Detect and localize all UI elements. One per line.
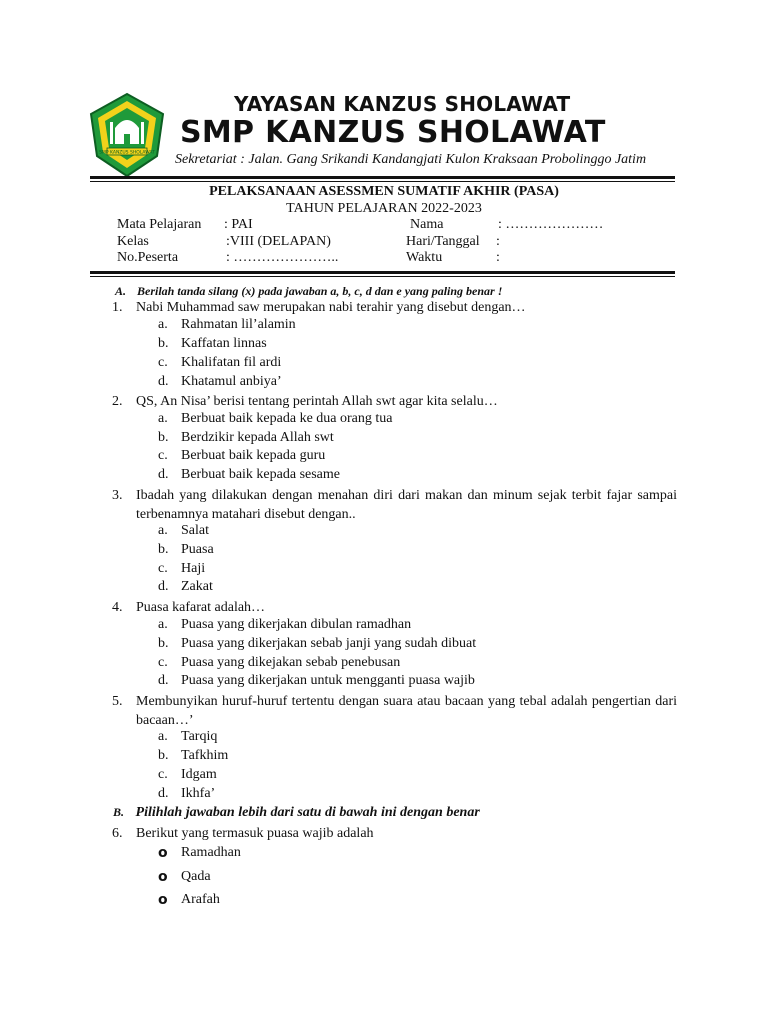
option-letter: a. bbox=[158, 617, 168, 632]
school-address: Sekretariat : Jalan. Gang Srikandi Kandangjati Kulon Kraksaan Probolinggo Jatim bbox=[175, 152, 647, 167]
option-letter: b. bbox=[158, 748, 169, 763]
question-number: 6. bbox=[112, 826, 123, 841]
option-letter: c. bbox=[158, 355, 168, 370]
option-text: Khalifatan fil ardi bbox=[181, 355, 282, 370]
option-letter: d. bbox=[158, 786, 169, 801]
question-1 bbox=[112, 298, 677, 317]
option-letter: b. bbox=[158, 336, 169, 351]
option-text: Arafah bbox=[181, 892, 220, 907]
header-rule-thin bbox=[90, 181, 675, 182]
option-text: Salat bbox=[181, 523, 209, 538]
option-text: Tarqiq bbox=[181, 729, 218, 744]
question-number: 4. bbox=[112, 600, 123, 615]
question-6 bbox=[112, 824, 677, 843]
option-letter: b. bbox=[158, 430, 169, 445]
section-b-letter: B. bbox=[113, 805, 125, 819]
question-4 bbox=[112, 598, 677, 617]
option-text: Tafkhim bbox=[181, 748, 229, 763]
option-text: Berdzikir kepada Allah swt bbox=[181, 430, 334, 445]
info-rule-thick bbox=[90, 271, 675, 274]
option-text: Khatamul anbiya’ bbox=[181, 374, 282, 389]
option-text: Berbuat baik kepada guru bbox=[181, 448, 326, 463]
question-3 bbox=[112, 486, 677, 524]
name-value: : ………………… bbox=[498, 217, 604, 232]
option-letter: b. bbox=[158, 542, 169, 557]
option-letter: a. bbox=[158, 729, 168, 744]
subject-label: Mata Pelajaran bbox=[117, 217, 202, 232]
circle-bullet-icon: o bbox=[158, 869, 168, 885]
option-letter: a. bbox=[158, 411, 168, 426]
option-letter: c. bbox=[158, 561, 168, 576]
question-number: 5. bbox=[112, 694, 123, 709]
section-b-text: Pilihlah jawaban lebih dari satu di bawah ini dengan benar bbox=[135, 805, 480, 820]
section-a-text: Berilah tanda silang (x) pada jawaban a, b, c, d dan e yang paling benar ! bbox=[137, 284, 503, 298]
option-letter: d. bbox=[158, 467, 169, 482]
participant-number-value: : ………………….. bbox=[226, 250, 339, 265]
school-name: SMP KANZUS SHOLAWAT bbox=[180, 115, 606, 150]
question-text: Nabi Muhammad saw merupakan nabi terahir yang disebut dengan… bbox=[136, 300, 526, 315]
question-text: QS, An Nisa’ berisi tentang perintah Allah swt agar kita selalu… bbox=[136, 394, 498, 409]
question-5 bbox=[112, 692, 677, 730]
option-text: Puasa yang dikejakan sebab penebusan bbox=[181, 655, 401, 670]
date-label: Hari/Tanggal bbox=[406, 234, 480, 249]
exam-title: PELAKSANAAN ASESSMEN SUMATIF AKHIR (PASA) bbox=[209, 184, 559, 199]
option-text: Berbuat baik kepada sesame bbox=[181, 467, 340, 482]
question-text: Ibadah yang dilakukan dengan menahan diri dari makan dan minum sejak terbit fajar sampai terbenamnya matahari disebut dengan.. bbox=[136, 488, 677, 522]
option-letter: a. bbox=[158, 523, 168, 538]
question-number: 2. bbox=[112, 394, 123, 409]
name-label: Nama bbox=[410, 217, 444, 232]
option-text: Idgam bbox=[181, 767, 217, 782]
option-text: Rahmatan lil’alamin bbox=[181, 317, 296, 332]
school-logo bbox=[89, 92, 165, 178]
option-text: Ramadhan bbox=[181, 845, 241, 860]
organization-name: YAYASAN KANZUS SHOLAWAT bbox=[234, 92, 571, 116]
option-text: Puasa yang dikerjakan sebab janji yang sudah dibuat bbox=[181, 636, 477, 651]
option-letter: d. bbox=[158, 673, 169, 688]
option-letter: c. bbox=[158, 767, 168, 782]
participant-number-label: No.Peserta bbox=[117, 250, 179, 265]
option-text: Puasa yang dikerjakan untuk mengganti puasa wajib bbox=[181, 673, 475, 688]
option-letter: c. bbox=[158, 448, 168, 463]
time-value: : bbox=[496, 250, 500, 265]
option-letter: d. bbox=[158, 374, 169, 389]
subject-value: : PAI bbox=[224, 217, 253, 232]
question-2 bbox=[112, 392, 677, 411]
option-letter: b. bbox=[158, 636, 169, 651]
option-text: Puasa bbox=[181, 542, 214, 557]
option-text: Qada bbox=[181, 869, 211, 884]
section-b-instruction bbox=[113, 805, 480, 821]
section-a-letter: A. bbox=[115, 284, 127, 298]
question-number: 3. bbox=[112, 488, 123, 503]
section-a-instruction bbox=[115, 284, 502, 299]
option-text: Kaffatan linnas bbox=[181, 336, 267, 351]
time-label: Waktu bbox=[406, 250, 443, 265]
question-text: Puasa kafarat adalah… bbox=[136, 600, 266, 615]
exam-year: TAHUN PELAJARAN 2022-2023 bbox=[286, 201, 482, 216]
option-text: Puasa yang dikerjakan dibulan ramadhan bbox=[181, 617, 412, 632]
question-number: 1. bbox=[112, 300, 123, 315]
info-rule-thin bbox=[90, 276, 675, 277]
option-text: Ikhfa’ bbox=[181, 786, 216, 801]
class-label: Kelas bbox=[117, 234, 149, 249]
question-text: Membunyikan huruf-huruf tertentu dengan suara atau bacaan yang tebal adalah pengertian dari bacaan…’ bbox=[136, 694, 677, 728]
question-text: Berikut yang termasuk puasa wajib adalah bbox=[136, 826, 374, 841]
option-letter: d. bbox=[158, 579, 169, 594]
option-letter: c. bbox=[158, 655, 168, 670]
class-value: :VIII (DELAPAN) bbox=[226, 234, 331, 249]
logo-text: SMP KANZUS SHOLAWAT bbox=[99, 150, 155, 156]
option-letter: a. bbox=[158, 317, 168, 332]
circle-bullet-icon: o bbox=[158, 845, 168, 861]
date-value: : bbox=[496, 234, 500, 249]
option-text: Berbuat baik kepada ke dua orang tua bbox=[181, 411, 393, 426]
header-rule-thick bbox=[90, 176, 675, 179]
option-text: Zakat bbox=[181, 579, 213, 594]
option-text: Haji bbox=[181, 561, 206, 576]
circle-bullet-icon: o bbox=[158, 892, 168, 908]
